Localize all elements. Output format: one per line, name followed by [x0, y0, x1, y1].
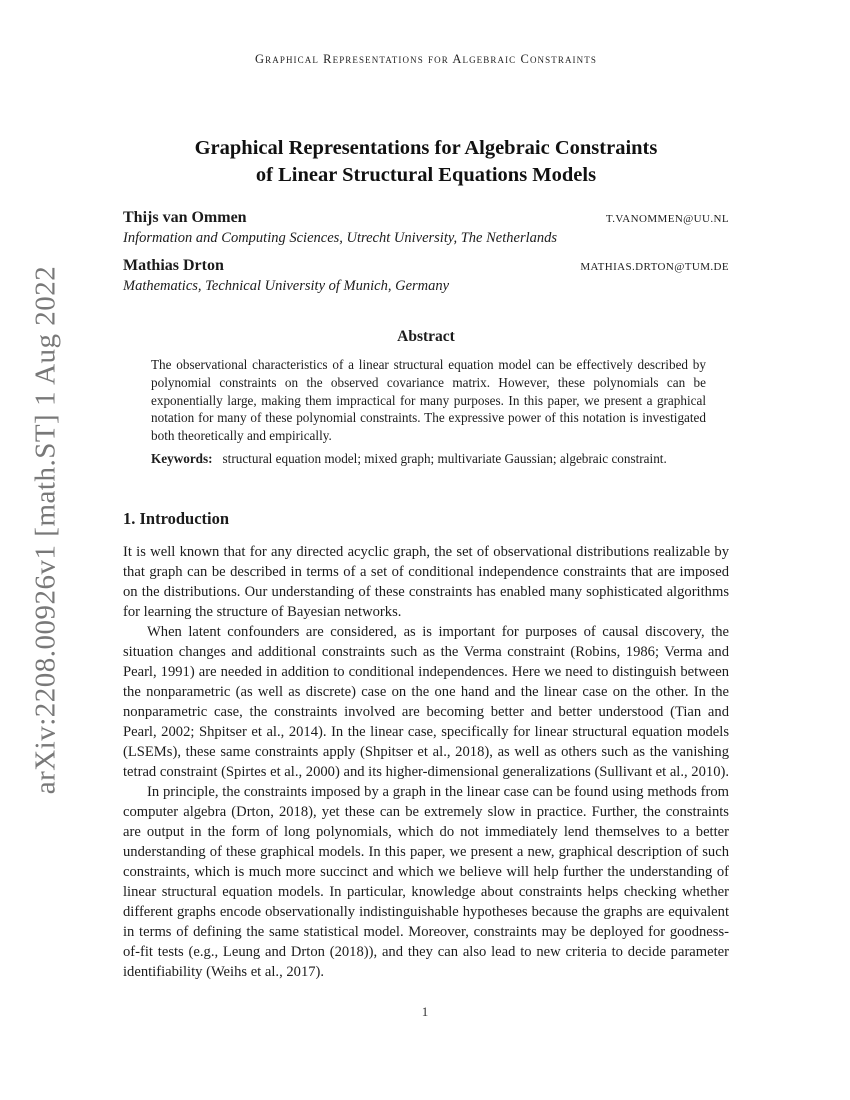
paragraph: In principle, the constraints imposed by a graph in the linear case can be found using methods from computer algebra (Drton, 2018), yet these can be extremely slow in practice. Further, the constraints are output in the form of long polynomials, which do not immediately lend themselves to a better understanding of these graphical models. In this paper, we present a new, graphical description of such constraints, which is much more succinct and which we believe will help further the understanding of linear structural equation models. In particular, knowledge about constraints helps checking whether different graphs encode observationally indistinguishable hypotheses because the graphs are equivalent in terms of defining the same statistical model. Moreover, constraints may be deployed for goodness-of-fit tests (e.g., Leung and Drton (2018)), and they can also lead to new criteria to decide parameter identifiability (Weihs et al., 2017).	[123, 783, 729, 980]
author-email: MATHIAS.DRTON@TUM.DE	[580, 261, 729, 273]
paper-title-line1: Graphical Representations for Algebraic Constraints	[194, 137, 658, 159]
paragraph: It is well known that for any directed acyclic graph, the set of observational distributions realizable by that graph can be described in terms of a set of conditional independence constraints that are imposed on the distributions. Our understanding of these constraints has enabled many sophisticated algorithms for learning the structure of Bayesian networks.	[123, 543, 729, 620]
page-number: 1	[421, 1004, 429, 1019]
section-body	[123, 542, 729, 982]
author-email: T.VANOMMEN@UU.NL	[605, 213, 729, 225]
abstract-text: The observational characteristics of a linear structural equation model can be effectively described by polynomial constraints on the observed covariance matrix. However, these polynomials can be exponentially large, making them impractical for many purposes. In this paper, we present a graphical notation for many of these polynomial constraints. The expressive power of this notation is investigated both theoretically and empirically.	[151, 357, 706, 444]
paper-title-line2: of Linear Structural Equations Models	[255, 164, 597, 186]
running-header: Graphical Representations for Algebraic Constraints	[255, 52, 597, 66]
keywords-line	[123, 450, 729, 468]
keywords-label: Keywords:	[151, 450, 213, 466]
author-affiliation: Information and Computing Sciences, Utrecht University, The Netherlands	[123, 230, 558, 246]
arxiv-watermark: arXiv:2208.00926v1 [math.ST] 1 Aug 2022	[29, 265, 62, 795]
paper-title	[123, 135, 729, 189]
author-affiliation: Mathematics, Technical University of Munich, Germany	[123, 278, 450, 294]
author-entry	[123, 209, 729, 247]
keywords-text: structural equation model; mixed graph; multivariate Gaussian; algebraic constraint.	[222, 450, 667, 466]
section-heading-introduction: 1. Introduction	[123, 508, 230, 528]
author-row	[123, 209, 729, 227]
author-row	[123, 257, 729, 275]
abstract-heading: Abstract	[397, 328, 455, 345]
paper-content	[123, 0, 729, 982]
paragraph: When latent confounders are considered, as is important for purposes of causal discovery, the situation changes and additional constraints such as the Verma constraint (Robins, 1986; Verma and Pearl, 1991) are needed in addition to conditional independences. Here we need to distinguish between the nonparametric (as well as discrete) case on the one hand and the linear case on the other. In the nonparametric case, the constraints involved are becoming better and better understood (Tian and Pearl, 2002; Shpitser et al., 2014). In the linear case, specifically for linear structural equation models (LSEMs), these same constraints apply (Shpitser et al., 2018), as well as others such as the vanishing tetrad constraint (Spirtes et al., 2000) and its higher-dimensional generalizations (Sullivant et al., 2010).	[123, 623, 730, 780]
author-entry	[123, 257, 729, 295]
author-name: Thijs van Ommen	[123, 209, 247, 226]
author-name: Mathias Drton	[123, 257, 224, 274]
author-block	[123, 209, 729, 295]
